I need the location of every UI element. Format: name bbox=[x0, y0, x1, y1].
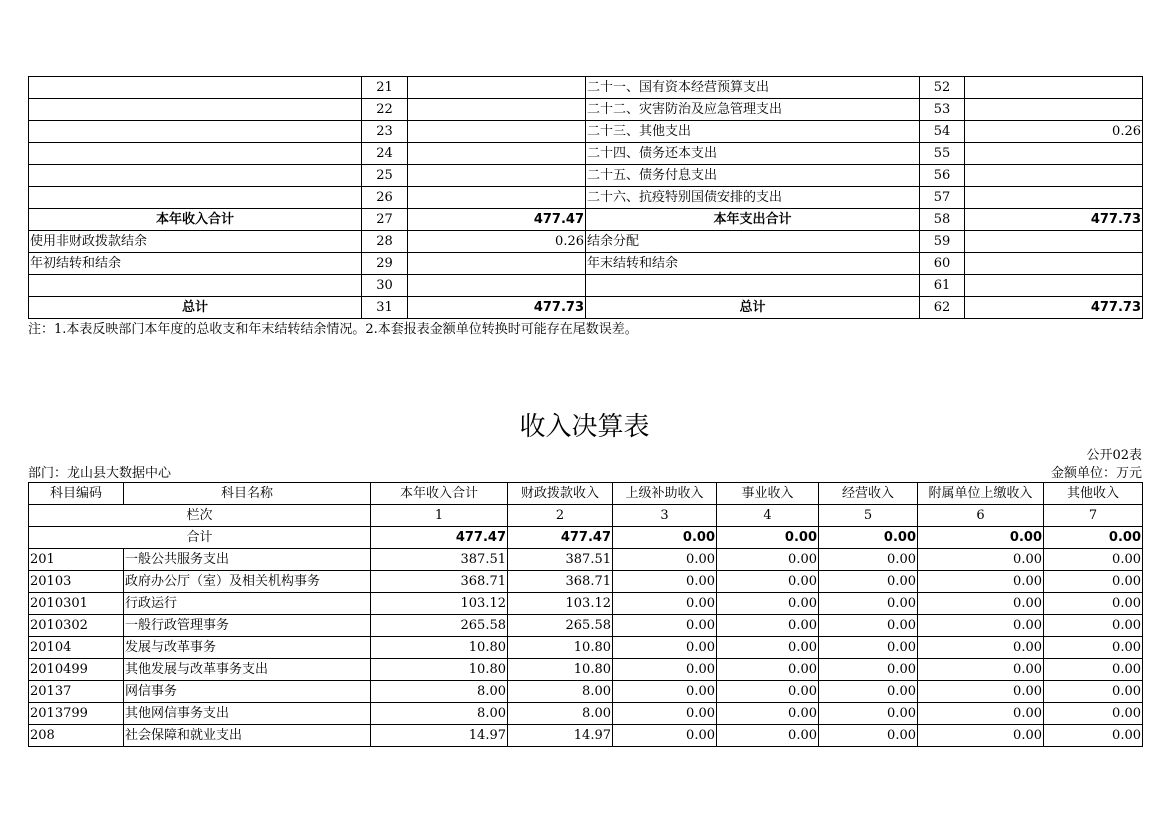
expense-item-label: 总计 bbox=[586, 297, 920, 319]
amount-cell: 0.00 bbox=[918, 571, 1044, 593]
expense-row-number: 53 bbox=[920, 99, 965, 121]
table-row bbox=[29, 143, 1143, 165]
income-item-label bbox=[29, 121, 362, 143]
income-item-label: 年初结转和结余 bbox=[29, 253, 362, 275]
amount-cell: 0.00 bbox=[613, 549, 717, 571]
expense-row-number: 59 bbox=[920, 231, 965, 253]
amount-cell: 0.00 bbox=[918, 549, 1044, 571]
amount-cell: 0.00 bbox=[1044, 659, 1143, 681]
subject-code: 208 bbox=[29, 725, 124, 747]
amount-cell: 0.00 bbox=[1044, 571, 1143, 593]
column-header: 经营收入 bbox=[819, 483, 918, 505]
expense-row-number: 52 bbox=[920, 77, 965, 99]
amount-cell: 0.00 bbox=[717, 637, 819, 659]
column-header: 科目名称 bbox=[124, 483, 371, 505]
amount-cell: 0.00 bbox=[717, 703, 819, 725]
amount-cell: 0.00 bbox=[1044, 615, 1143, 637]
expense-amount: 477.73 bbox=[965, 297, 1143, 319]
amount-cell: 0.00 bbox=[819, 593, 918, 615]
amount-cell: 0.00 bbox=[717, 571, 819, 593]
amount-cell: 387.51 bbox=[508, 549, 613, 571]
amount-cell: 0.00 bbox=[1044, 681, 1143, 703]
expense-item-label: 二十六、抗疫特别国债安排的支出 bbox=[586, 187, 920, 209]
subject-name: 网信事务 bbox=[124, 681, 371, 703]
amount-cell: 0.00 bbox=[918, 637, 1044, 659]
income-amount bbox=[408, 253, 586, 275]
amount-cell: 265.58 bbox=[371, 615, 508, 637]
expense-item-label bbox=[586, 275, 920, 297]
amount-cell: 0.00 bbox=[918, 593, 1044, 615]
subject-name: 政府办公厅（室）及相关机构事务 bbox=[124, 571, 371, 593]
table-row bbox=[29, 275, 1143, 297]
amount-cell: 387.51 bbox=[371, 549, 508, 571]
amount-cell: 0.00 bbox=[613, 703, 717, 725]
table-row bbox=[29, 681, 1143, 703]
subject-code: 20103 bbox=[29, 571, 124, 593]
table-row bbox=[29, 703, 1143, 725]
income-item-label bbox=[29, 77, 362, 99]
amount-cell: 0.00 bbox=[918, 725, 1044, 747]
income-row-number: 28 bbox=[362, 231, 408, 253]
amount-cell: 14.97 bbox=[508, 725, 613, 747]
expense-item-label: 结余分配 bbox=[586, 231, 920, 253]
income-item-label: 总计 bbox=[29, 297, 362, 319]
expense-item-label: 本年支出合计 bbox=[586, 209, 920, 231]
amount-cell: 0.00 bbox=[1044, 725, 1143, 747]
amount-cell: 0.00 bbox=[613, 637, 717, 659]
expense-amount: 477.73 bbox=[965, 209, 1143, 231]
amount-cell: 0.00 bbox=[819, 703, 918, 725]
expense-item-label: 二十三、其他支出 bbox=[586, 121, 920, 143]
amount-cell: 0.00 bbox=[918, 681, 1044, 703]
income-item-label: 使用非财政拨款结余 bbox=[29, 231, 362, 253]
income-item-label bbox=[29, 165, 362, 187]
amount-cell: 0.00 bbox=[613, 615, 717, 637]
income-item-label bbox=[29, 143, 362, 165]
column-header: 本年收入合计 bbox=[371, 483, 508, 505]
header-row bbox=[29, 483, 1143, 505]
amount-cell: 0.00 bbox=[1044, 637, 1143, 659]
income-item-label bbox=[29, 99, 362, 121]
page-title: 收入决算表 bbox=[519, 412, 650, 442]
expense-row-number: 60 bbox=[920, 253, 965, 275]
table-row bbox=[29, 659, 1143, 681]
table-row bbox=[29, 297, 1143, 319]
column-index-row bbox=[29, 505, 1143, 527]
subject-name: 行政运行 bbox=[124, 593, 371, 615]
amount-cell: 10.80 bbox=[371, 659, 508, 681]
subject-name: 社会保障和就业支出 bbox=[124, 725, 371, 747]
expense-amount bbox=[965, 99, 1143, 121]
column-index: 3 bbox=[613, 505, 717, 527]
amount-cell: 0.00 bbox=[613, 659, 717, 681]
table-row bbox=[29, 165, 1143, 187]
income-amount bbox=[408, 275, 586, 297]
amount-cell: 0.00 bbox=[613, 681, 717, 703]
amount-cell: 103.12 bbox=[371, 593, 508, 615]
total-value: 0.00 bbox=[613, 527, 717, 549]
subject-name: 一般公共服务支出 bbox=[124, 549, 371, 571]
income-amount bbox=[408, 77, 586, 99]
income-row-number: 26 bbox=[362, 187, 408, 209]
expense-amount bbox=[965, 275, 1143, 297]
expense-row-number: 57 bbox=[920, 187, 965, 209]
expense-amount bbox=[965, 231, 1143, 253]
expense-row-number: 56 bbox=[920, 165, 965, 187]
amount-cell: 0.00 bbox=[918, 703, 1044, 725]
income-row-number: 24 bbox=[362, 143, 408, 165]
table-row bbox=[29, 77, 1143, 99]
income-item-label bbox=[29, 187, 362, 209]
table-row bbox=[29, 593, 1143, 615]
amount-cell: 0.00 bbox=[819, 615, 918, 637]
column-header: 上级补助收入 bbox=[613, 483, 717, 505]
expense-item-label: 年末结转和结余 bbox=[586, 253, 920, 275]
amount-cell: 10.80 bbox=[508, 637, 613, 659]
table-row bbox=[29, 187, 1143, 209]
column-index: 2 bbox=[508, 505, 613, 527]
amount-cell: 10.80 bbox=[508, 659, 613, 681]
amount-cell: 8.00 bbox=[371, 681, 508, 703]
expense-amount: 0.26 bbox=[965, 121, 1143, 143]
amount-cell: 368.71 bbox=[371, 571, 508, 593]
expense-row-number: 58 bbox=[920, 209, 965, 231]
amount-cell: 0.00 bbox=[1044, 549, 1143, 571]
income-row-number: 31 bbox=[362, 297, 408, 319]
summary-table bbox=[28, 76, 1143, 319]
income-item-label: 本年收入合计 bbox=[29, 209, 362, 231]
total-row bbox=[29, 527, 1143, 549]
expense-row-number: 54 bbox=[920, 121, 965, 143]
total-value: 477.47 bbox=[371, 527, 508, 549]
subject-code: 201 bbox=[29, 549, 124, 571]
table-row bbox=[29, 549, 1143, 571]
amount-cell: 0.00 bbox=[717, 681, 819, 703]
amount-cell: 8.00 bbox=[371, 703, 508, 725]
income-amount bbox=[408, 143, 586, 165]
subject-code: 2013799 bbox=[29, 703, 124, 725]
amount-cell: 0.00 bbox=[613, 593, 717, 615]
amount-cell: 0.00 bbox=[819, 549, 918, 571]
column-index: 1 bbox=[371, 505, 508, 527]
amount-cell: 0.00 bbox=[717, 725, 819, 747]
expense-amount bbox=[965, 253, 1143, 275]
amount-cell: 0.00 bbox=[613, 725, 717, 747]
income-amount: 477.47 bbox=[408, 209, 586, 231]
subject-name: 发展与改革事务 bbox=[124, 637, 371, 659]
subject-code: 20137 bbox=[29, 681, 124, 703]
total-value: 0.00 bbox=[1044, 527, 1143, 549]
table-row bbox=[29, 615, 1143, 637]
income-amount bbox=[408, 187, 586, 209]
subject-code: 2010499 bbox=[29, 659, 124, 681]
income-row-number: 25 bbox=[362, 165, 408, 187]
subject-code: 2010301 bbox=[29, 593, 124, 615]
expense-amount bbox=[965, 143, 1143, 165]
subject-name: 其他发展与改革事务支出 bbox=[124, 659, 371, 681]
unit-label: 金额单位：万元 bbox=[1050, 466, 1142, 481]
total-value: 0.00 bbox=[717, 527, 819, 549]
income-row-number: 21 bbox=[362, 77, 408, 99]
column-index-label: 栏次 bbox=[29, 505, 371, 527]
footnote: 注：1.本表反映部门本年度的总收支和年末结转结余情况。2.本套报表金额单位转换时可能存在尾数误差。 bbox=[28, 322, 638, 337]
column-index: 4 bbox=[717, 505, 819, 527]
table-row bbox=[29, 231, 1143, 253]
amount-cell: 0.00 bbox=[819, 571, 918, 593]
income-amount: 0.26 bbox=[408, 231, 586, 253]
amount-cell: 0.00 bbox=[717, 593, 819, 615]
amount-cell: 368.71 bbox=[508, 571, 613, 593]
column-header: 科目编码 bbox=[29, 483, 124, 505]
amount-cell: 0.00 bbox=[918, 659, 1044, 681]
column-header: 其他收入 bbox=[1044, 483, 1143, 505]
amount-cell: 0.00 bbox=[918, 615, 1044, 637]
amount-cell: 0.00 bbox=[819, 681, 918, 703]
total-label: 合计 bbox=[29, 527, 371, 549]
column-index: 6 bbox=[918, 505, 1044, 527]
subject-code: 20104 bbox=[29, 637, 124, 659]
amount-cell: 0.00 bbox=[819, 659, 918, 681]
income-amount bbox=[408, 99, 586, 121]
total-value: 477.47 bbox=[508, 527, 613, 549]
income-row-number: 29 bbox=[362, 253, 408, 275]
table-row bbox=[29, 121, 1143, 143]
column-header: 事业收入 bbox=[717, 483, 819, 505]
income-row-number: 23 bbox=[362, 121, 408, 143]
amount-cell: 0.00 bbox=[819, 637, 918, 659]
department-label: 部门：龙山县大数据中心 bbox=[28, 466, 172, 481]
expense-amount bbox=[965, 165, 1143, 187]
amount-cell: 0.00 bbox=[1044, 593, 1143, 615]
amount-cell: 8.00 bbox=[508, 703, 613, 725]
table-row bbox=[29, 253, 1143, 275]
amount-cell: 0.00 bbox=[1044, 703, 1143, 725]
amount-cell: 0.00 bbox=[819, 725, 918, 747]
income-amount bbox=[408, 165, 586, 187]
amount-cell: 103.12 bbox=[508, 593, 613, 615]
table-row bbox=[29, 209, 1143, 231]
amount-cell: 14.97 bbox=[371, 725, 508, 747]
total-value: 0.00 bbox=[819, 527, 918, 549]
income-item-label bbox=[29, 275, 362, 297]
column-index: 5 bbox=[819, 505, 918, 527]
column-index: 7 bbox=[1044, 505, 1143, 527]
table-row bbox=[29, 725, 1143, 747]
expense-item-label: 二十五、债务付息支出 bbox=[586, 165, 920, 187]
income-table bbox=[28, 482, 1143, 747]
amount-cell: 0.00 bbox=[613, 571, 717, 593]
subject-name: 其他网信事务支出 bbox=[124, 703, 371, 725]
expense-row-number: 55 bbox=[920, 143, 965, 165]
income-amount bbox=[408, 121, 586, 143]
income-row-number: 27 bbox=[362, 209, 408, 231]
column-header: 财政拨款收入 bbox=[508, 483, 613, 505]
column-header: 附属单位上缴收入 bbox=[918, 483, 1044, 505]
income-row-number: 22 bbox=[362, 99, 408, 121]
expense-amount bbox=[965, 77, 1143, 99]
expense-row-number: 62 bbox=[920, 297, 965, 319]
amount-cell: 10.80 bbox=[371, 637, 508, 659]
amount-cell: 265.58 bbox=[508, 615, 613, 637]
table-code: 公开02表 bbox=[1086, 448, 1142, 463]
expense-item-label: 二十二、灾害防治及应急管理支出 bbox=[586, 99, 920, 121]
amount-cell: 0.00 bbox=[717, 615, 819, 637]
income-amount: 477.73 bbox=[408, 297, 586, 319]
table-row bbox=[29, 99, 1143, 121]
amount-cell: 8.00 bbox=[508, 681, 613, 703]
expense-amount bbox=[965, 187, 1143, 209]
income-row-number: 30 bbox=[362, 275, 408, 297]
table-row bbox=[29, 637, 1143, 659]
subject-name: 一般行政管理事务 bbox=[124, 615, 371, 637]
expense-item-label: 二十四、债务还本支出 bbox=[586, 143, 920, 165]
table-row bbox=[29, 571, 1143, 593]
expense-row-number: 61 bbox=[920, 275, 965, 297]
amount-cell: 0.00 bbox=[717, 549, 819, 571]
expense-item-label: 二十一、国有资本经营预算支出 bbox=[586, 77, 920, 99]
subject-code: 2010302 bbox=[29, 615, 124, 637]
total-value: 0.00 bbox=[918, 527, 1044, 549]
amount-cell: 0.00 bbox=[717, 659, 819, 681]
